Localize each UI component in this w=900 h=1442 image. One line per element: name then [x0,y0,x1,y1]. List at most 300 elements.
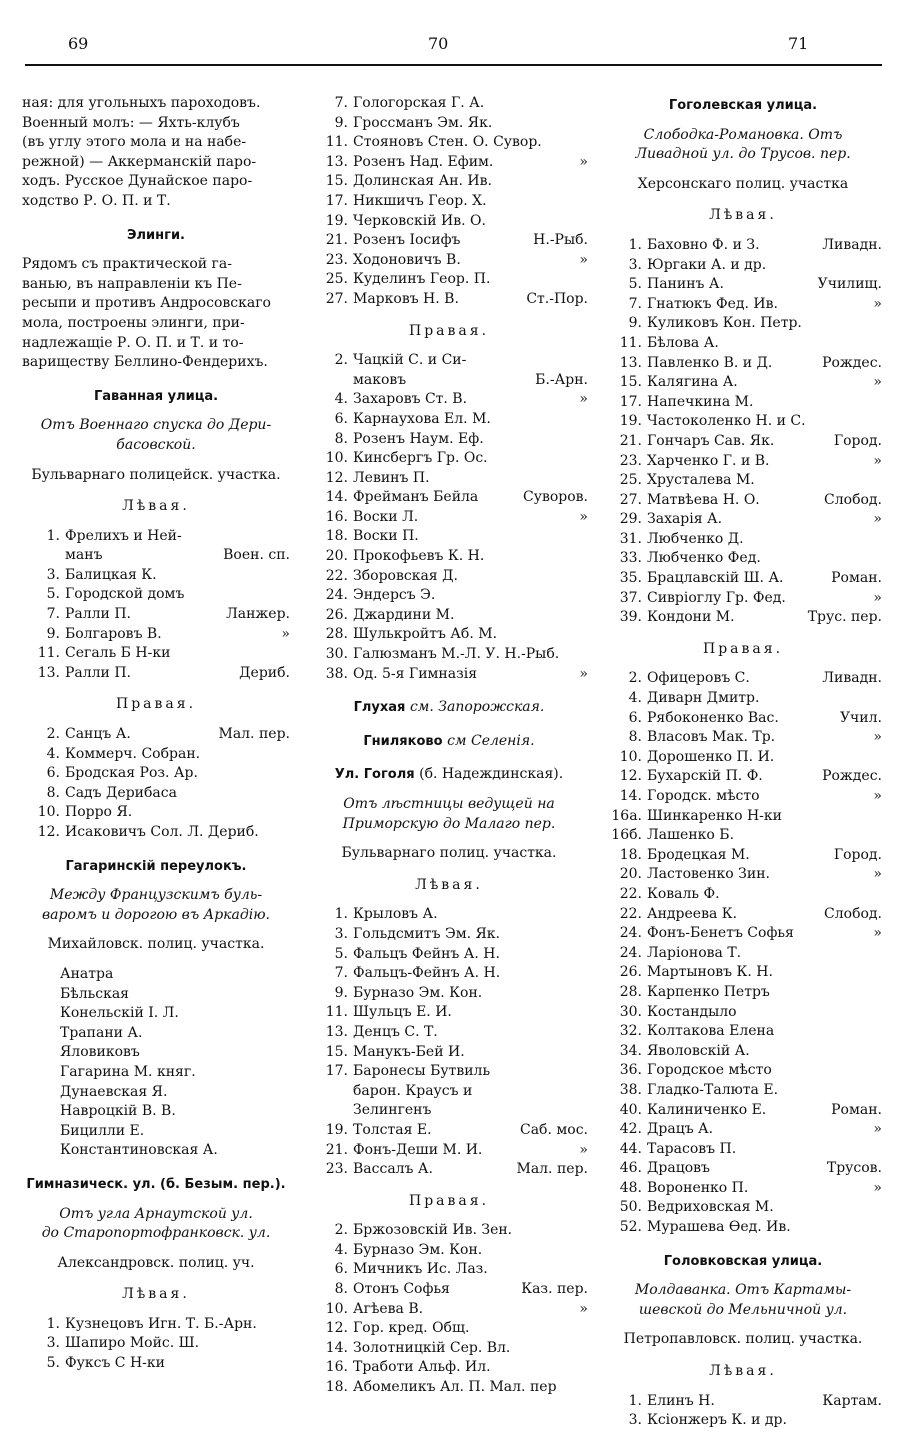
entry-note: Ливадн. [822,236,882,253]
address-entry [604,1411,882,1431]
entry-number: 6. [334,1261,348,1278]
entry-number: 1. [46,527,60,544]
entry-name: Брацлавскій Ш. А. [647,570,784,587]
entry-note [584,945,588,965]
text-line: варомъ и дорогою въ Аркадію. [41,906,271,923]
entry-number: 12. [37,824,60,840]
entry-name: Чацкій С. и Си- [353,352,467,369]
entry-name: Гологорская Г. А. [353,95,485,111]
entry-name: Золотницкій Сер. Вл. [353,1339,511,1356]
entry-name: Шулькройтъ Аб. М. [353,626,498,643]
entry-number: 2. [628,670,642,687]
entry-name: Толстая Е. [353,1121,432,1138]
entry-number: 30. [325,646,348,663]
address-entry [604,1042,882,1062]
entry-name: Офицеровъ С. [647,670,750,687]
entry-note [584,1082,588,1102]
entry-note: » [579,665,588,682]
entry-number: 2. [334,1222,348,1239]
address-entry [310,1221,588,1241]
police-district: Херсонскаго полиц. участка [637,175,849,192]
street-route [310,795,588,834]
entry-number: 12. [325,469,348,486]
address-entry [604,569,882,589]
entry-note [584,94,588,114]
address-entry [310,153,588,173]
entry-note [584,351,588,371]
street-route [22,416,290,455]
address-entry [22,585,290,605]
entry-number: 6. [334,410,348,427]
entry-name: Марковъ Н. В. [353,290,459,307]
entry-note: Учил. [839,709,882,726]
entry-name: Бухарскій П. Ф. [647,768,763,785]
side-label-left: Лѣвая. [122,1286,190,1303]
entry-note [584,133,588,153]
entry-name: Костандыло [647,1003,737,1020]
section-title: Гагаринскій переулокъ. [65,858,247,874]
entry-name: Од. 5-я Гимназія [353,665,478,682]
entry-number: 16. [325,508,348,525]
entry-note: » [873,511,882,528]
entry-number: 1. [628,1392,642,1409]
entry-number: 2. [334,352,348,369]
entry-note [584,1023,588,1043]
entry-number: 27. [619,491,642,508]
address-entry [604,314,882,334]
entry-name: Калягина А. [647,374,738,391]
address-entry [310,547,588,567]
address-entry [22,764,290,784]
elingi-text [22,255,290,373]
address-entry [22,625,290,645]
entry-name: Кинсбергъ Гр. Ос. [353,450,488,467]
entry-name: Юргаки А. и др. [647,256,767,273]
entry-number: 29. [619,511,642,528]
section-title: Головковская улица. [663,1253,823,1269]
entry-number: 15. [619,374,642,391]
entry-name: Бурназо Эм. Кон. [353,1241,483,1258]
entry-note: Училищ. [817,276,882,293]
entry-number: 28. [325,626,348,643]
entry-name: Колтакова Елена [647,1023,775,1040]
entry-name: Манукъ-Бей И. [353,1043,465,1060]
address-entry [310,251,588,271]
entry-name: Гончаръ Сав. Як. [647,432,775,449]
address-entry [310,606,588,626]
address-entry [604,510,882,530]
entry-note: Роман. [831,1101,882,1118]
entry-note: Ланжер. [226,606,290,623]
entry-note [878,1061,882,1081]
address-entry [22,823,290,843]
address-entry [604,471,882,491]
entry-note: Б.-Арн. [535,371,588,388]
entry-number: 17. [619,393,642,410]
side-label-right: Правая. [115,696,197,713]
entry-name: Прокофьевъ К. Н. [353,548,485,565]
entry-number: 12. [619,768,642,785]
address-entry [604,767,882,787]
address-entry [310,1280,588,1300]
entry-note [584,567,588,587]
address-entry [310,1300,588,1320]
address-entry [310,1023,588,1043]
text-line: Отъ Военнаго спуска до Дери- [40,417,272,434]
address-entry [604,530,882,550]
address-entry [310,665,588,685]
side-label-left: Лѣвая. [415,876,483,893]
entry-number: 4. [334,1241,348,1258]
entry-name: Бродецкая М. [647,846,750,863]
entry-name: Денцъ С. Т. [353,1023,438,1040]
text-line: Рядомъ съ практической га- [22,256,232,273]
entry-name: Бродская Роз. Ар. [65,765,198,782]
text-line: Между Французскимъ буль- [49,887,263,904]
address-entry [310,290,588,310]
address-list [22,527,290,684]
side-label-left: Лѣвая. [709,1363,777,1380]
entry-note [584,469,588,489]
entry-name: маковъ [353,371,407,388]
entry-name: Фонъ-Деши М. И. [353,1141,483,1158]
entry-name: Джардини М. [353,606,455,623]
entry-number: 5. [334,945,348,962]
entry-name: Абомеликъ Ал. П. Мал. пер [353,1379,557,1396]
entry-number: 1. [46,1315,60,1332]
entry-note [286,1354,290,1374]
entry-number: 8. [628,729,642,746]
entry-name: Драцовъ [647,1160,710,1177]
address-entry [604,924,882,944]
entry-note: Мал. пер. [218,726,290,743]
address-entry [604,1218,882,1238]
address-entry [604,709,882,729]
address-entry [310,133,588,153]
entry-number: 20. [325,548,348,565]
entry-number: 24. [619,944,642,961]
entry-number [310,371,353,391]
text-line: Ливадной ул. до Трусов. пер. [635,146,851,163]
entry-note [878,1003,882,1023]
entry-name: Гольдсмитъ Эм. Як. [353,925,501,942]
entry-note [584,1378,588,1398]
entry-number: 7. [334,95,348,111]
entry-number: 19. [325,212,348,229]
street-name: Ул. Гоголя [334,767,415,783]
address-entry [604,432,882,452]
entry-note: Ливадн. [822,670,882,687]
entry-note: » [579,153,588,170]
address-entry [22,1315,290,1335]
entry-note [584,606,588,626]
entry-number: 3. [628,256,642,273]
section-title: Гимназическ. ул. (б. Безым. пер.). [26,1176,286,1192]
address-entry [310,1003,588,1023]
address-list [604,669,882,1237]
entry-number: 32. [619,1023,642,1040]
entry-name: Карпенко Петръ [647,983,770,1000]
address-entry [310,231,588,251]
address-entry [310,625,588,645]
entry-number: 17. [325,1063,348,1080]
entry-note: » [579,391,588,408]
text-line: ресыпи и противъ Андросовскаго [22,295,271,312]
entry-number: 14. [325,489,348,506]
entry-note [584,984,588,1004]
entry-name: Харченко Г. и В. [647,452,770,469]
address-entry [604,393,882,413]
entry-number: 26. [619,964,642,981]
address-entry [22,784,290,804]
entry-name: Шапиро Мойс. Ш. [65,1335,200,1352]
address-entry [604,295,882,315]
entry-name: Коммерч. Собран. [65,745,201,762]
address-entry [310,1378,588,1398]
address-entry [604,983,882,1003]
column-right [604,94,882,1431]
entry-note [878,256,882,276]
address-entry [604,826,882,846]
address-entry [310,449,588,469]
entry-name: Садъ Дерибаса [65,784,177,801]
address-entry [604,354,882,374]
entry-name: Мичникъ Ис. Лаз. [353,1261,488,1278]
entry-number: 18. [619,846,642,863]
list-item: Анатра [60,965,114,982]
entry-number: 15. [325,173,348,190]
address-entry [604,1003,882,1023]
entry-number: 40. [619,1101,642,1118]
entry-name: Отонъ Софья [353,1281,450,1298]
entry-name: Сегаль Б Н-ки [65,645,171,662]
entry-number: 5. [46,1355,60,1372]
entry-note [878,963,882,983]
address-entry [604,1022,882,1042]
address-entry [604,412,882,432]
entry-note [878,1042,882,1062]
entry-name: Рябоконенко Вас. [647,709,779,726]
entry-number: 19. [325,1121,348,1138]
list-item: Трапани А. [60,1024,143,1041]
entry-note: Каз. пер. [521,1281,588,1298]
entry-note [878,983,882,1003]
address-entry [604,373,882,393]
entry-name: Куликовъ Кон. Петр. [647,315,802,332]
address-entry [604,846,882,866]
address-list [310,94,588,310]
entry-note [878,334,882,354]
entry-number: 16б. [611,827,642,844]
entry-note: Суворов. [523,489,588,506]
entry-number: 11. [37,645,60,662]
text-line: басовской. [116,436,196,453]
entry-number: 46. [619,1160,642,1177]
address-entry [604,728,882,748]
list-item: Дунаевская Я. [60,1083,168,1100]
list-item: Конельскій І. Л. [60,1005,179,1022]
entry-note [584,1043,588,1063]
text-line: до Старопортофранковск. ул. [41,1225,271,1242]
address-entry [22,546,290,566]
entry-number: 38. [619,1081,642,1098]
address-entry [310,212,588,232]
section-title: Гаванная улица. [93,388,219,404]
entry-name: Балицкая К. [65,566,157,583]
entry-note [584,586,588,606]
side-label-right: Правая. [408,322,490,339]
entry-name: Шульцъ Е. И. [353,1004,452,1021]
entry-name: Панинъ А. [647,276,724,293]
entry-name: Гроссманъ Эм. Як. [353,114,493,131]
entry-number: 48. [619,1179,642,1196]
police-district: Александровск. полиц. уч. [57,1254,255,1271]
entry-name: Зборовская Д. [353,567,458,584]
entry-note [584,905,588,925]
entry-number: 7. [334,965,348,982]
street-name: Глухая [353,700,406,716]
address-entry [310,567,588,587]
entry-note [584,449,588,469]
address-entry [310,1160,588,1180]
entry-name: Фальцъ Фейнъ А. Н. [353,945,500,962]
entry-name: Ралли П. [65,606,131,623]
entry-number: 13. [325,1023,348,1040]
address-entry [310,1319,588,1339]
entry-note [584,625,588,645]
entry-name: Санцъ А. [65,726,131,743]
entry-name: Кондони М. [647,609,735,626]
entry-note [584,1339,588,1359]
address-entry [604,1101,882,1121]
entry-note [878,549,882,569]
entry-name: Фрейманъ Бейла [353,489,479,506]
entry-name: Любченко Д. [647,530,744,547]
text-line: ванью, въ направленіи къ Пе- [22,275,242,292]
entry-number: 24. [325,587,348,604]
entry-number: 35. [619,570,642,587]
address-entry [310,586,588,606]
entry-note [286,644,290,664]
text-line: Отъ угла Арнаутской ул. [59,1205,253,1222]
address-entry [604,1392,882,1412]
entry-note: Слобод. [824,491,882,508]
address-entry [604,589,882,609]
entry-number: 8. [46,784,60,801]
address-list [22,725,290,843]
address-entry [604,807,882,827]
entry-name: Болгаровъ В. [65,625,162,642]
entry-number: 42. [619,1121,642,1138]
entry-note: » [873,589,882,606]
entry-name: Городской домъ [65,586,185,603]
entry-name: Любченко Фед. [647,550,761,567]
entry-note: » [873,295,882,312]
entry-number: 38. [325,665,348,682]
entry-name: манъ [65,547,103,564]
street-name: Гниляково [363,733,443,749]
entry-note: Город. [833,432,882,449]
address-entry [310,172,588,192]
entry-note: » [281,625,290,642]
header-rule [25,64,882,66]
entry-name: Агѣева В. [353,1300,424,1317]
street-route [604,1281,882,1320]
entry-name: Черковскій Ив. О. [353,212,486,229]
intro-text [22,94,290,212]
text-line: ходство Р. О. П. и Т. [22,192,171,209]
section-title: Элинги. [127,227,185,243]
list-item: Яловиковъ [60,1044,140,1061]
address-entry [310,1241,588,1261]
entry-note: Рождес. [822,768,882,785]
entry-number: 23. [325,251,348,268]
address-entry [310,1082,588,1102]
entry-name: Сивріоглу Гр. Фед. [647,589,786,606]
column-middle [310,94,588,1398]
entry-note [584,192,588,212]
entry-note [878,1411,882,1431]
address-entry [604,1120,882,1140]
address-entry [310,1101,588,1121]
entry-number: 12. [325,1320,348,1337]
address-entry [22,803,290,823]
entry-number: 1. [628,236,642,253]
entry-name: Хрусталева М. [647,472,755,489]
text-line: Приморскую до Малаго пер. [342,815,556,832]
entry-note: » [579,508,588,525]
entry-name: Бурназо Эм. Кон. [353,984,483,1001]
entry-name: Гор. кред. Общ. [353,1320,470,1337]
entry-name: Ралли П. [65,664,131,681]
entry-note [584,645,588,665]
entry-note [286,566,290,586]
entry-name: Воски Л. [353,508,419,525]
entry-note [286,527,290,547]
address-entry [604,236,882,256]
address-list [310,1221,588,1397]
entry-name: Напечкина М. [647,393,754,410]
page-header [0,30,900,70]
address-entry [22,745,290,765]
entry-note: » [873,452,882,469]
entry-number: 26. [325,606,348,623]
entry-number: 3. [46,566,60,583]
address-entry [22,1354,290,1374]
police-district: Петропавловск. полиц. участка. [623,1331,863,1348]
page-number-left: 69 [68,34,89,53]
entry-name: Фрелихъ и Ней- [65,527,182,544]
entry-name: Кузнецовъ Игн. Т. Б.-Арн. [65,1315,257,1332]
entry-number: 4. [46,745,60,762]
entry-number: 2. [46,726,60,743]
entry-name: Андреева К. [647,905,738,922]
entry-note: » [873,788,882,804]
entry-note [286,745,290,765]
entry-name: Крыловъ А. [353,906,438,923]
entry-note [584,172,588,192]
address-entry [310,984,588,1004]
entry-name: Стояновъ Стен. О. Сувор. [353,134,542,151]
entry-name: Фуксъ С Н-ки [65,1355,165,1372]
side-label-right: Правая. [408,1192,490,1209]
entry-number: 22. [619,885,642,902]
entry-number: 23. [619,452,642,469]
entry-note: » [873,729,882,746]
address-entry [604,1140,882,1160]
entry-note: » [579,1141,588,1158]
address-entry [310,488,588,508]
